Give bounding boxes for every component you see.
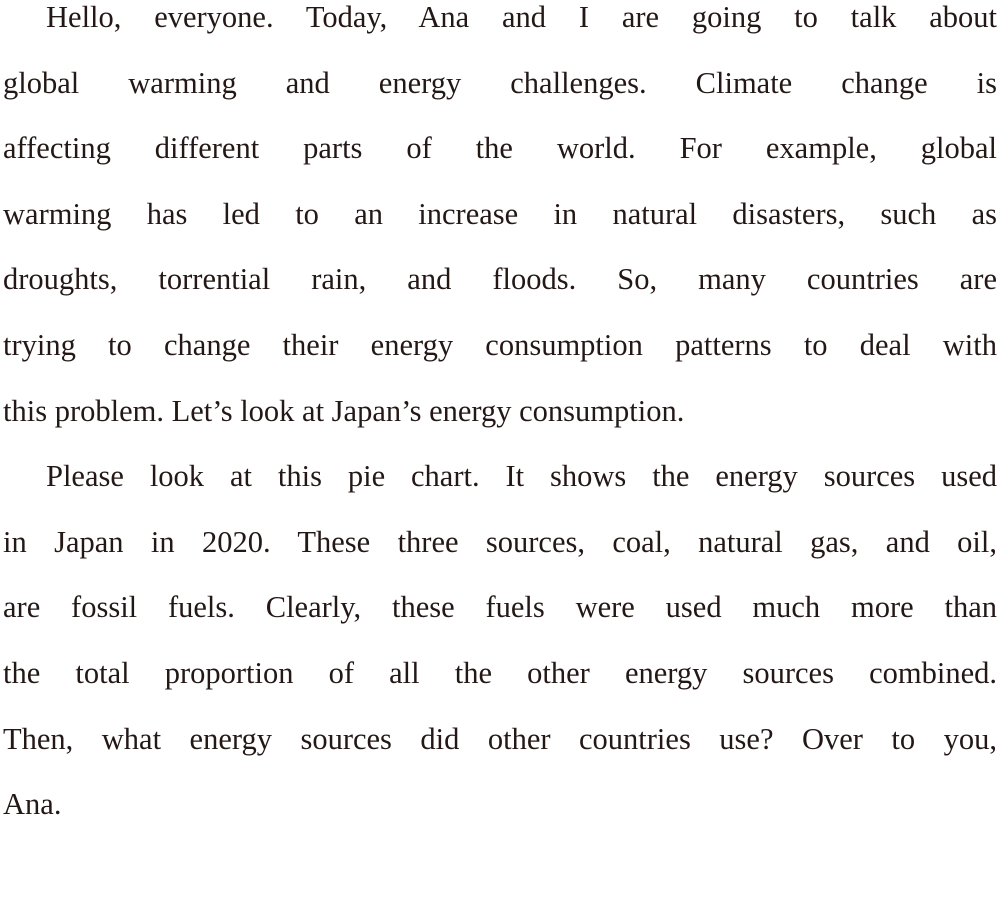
text-line: this problem. Let’s look at Japan’s energy consumption. (3, 393, 685, 428)
paragraph-1 (3, 0, 997, 444)
paragraph-2 (3, 444, 997, 903)
text-line: affecting different parts of the world. For example, global (3, 131, 997, 166)
text-line: Please look at this pie chart. It shows the energy sources used (46, 459, 997, 494)
text-line: trying to change their energy consumption patterns to deal with (3, 327, 997, 362)
text-line: warming has led to an increase in natural disasters, such as (3, 196, 997, 231)
document-body (3, 0, 997, 903)
text-line: in Japan in 2020. These three sources, coal, natural gas, and oil, (3, 524, 997, 559)
text-line: global warming and energy challenges. Climate change is (3, 65, 997, 100)
text-line: droughts, torrential rain, and floods. So, many countries are (3, 262, 997, 297)
text-line: the total proportion of all the other energy sources combined. (3, 655, 997, 690)
text-line: Ana. (3, 787, 62, 822)
text-line: Then, what energy sources did other countries use? Over to you, (3, 721, 997, 756)
text-line (3, 838, 997, 903)
text-line: are fossil fuels. Clearly, these fuels were used much more than (3, 590, 997, 625)
text-line: Hello, everyone. Today, Ana and I are going to talk about (46, 0, 997, 34)
